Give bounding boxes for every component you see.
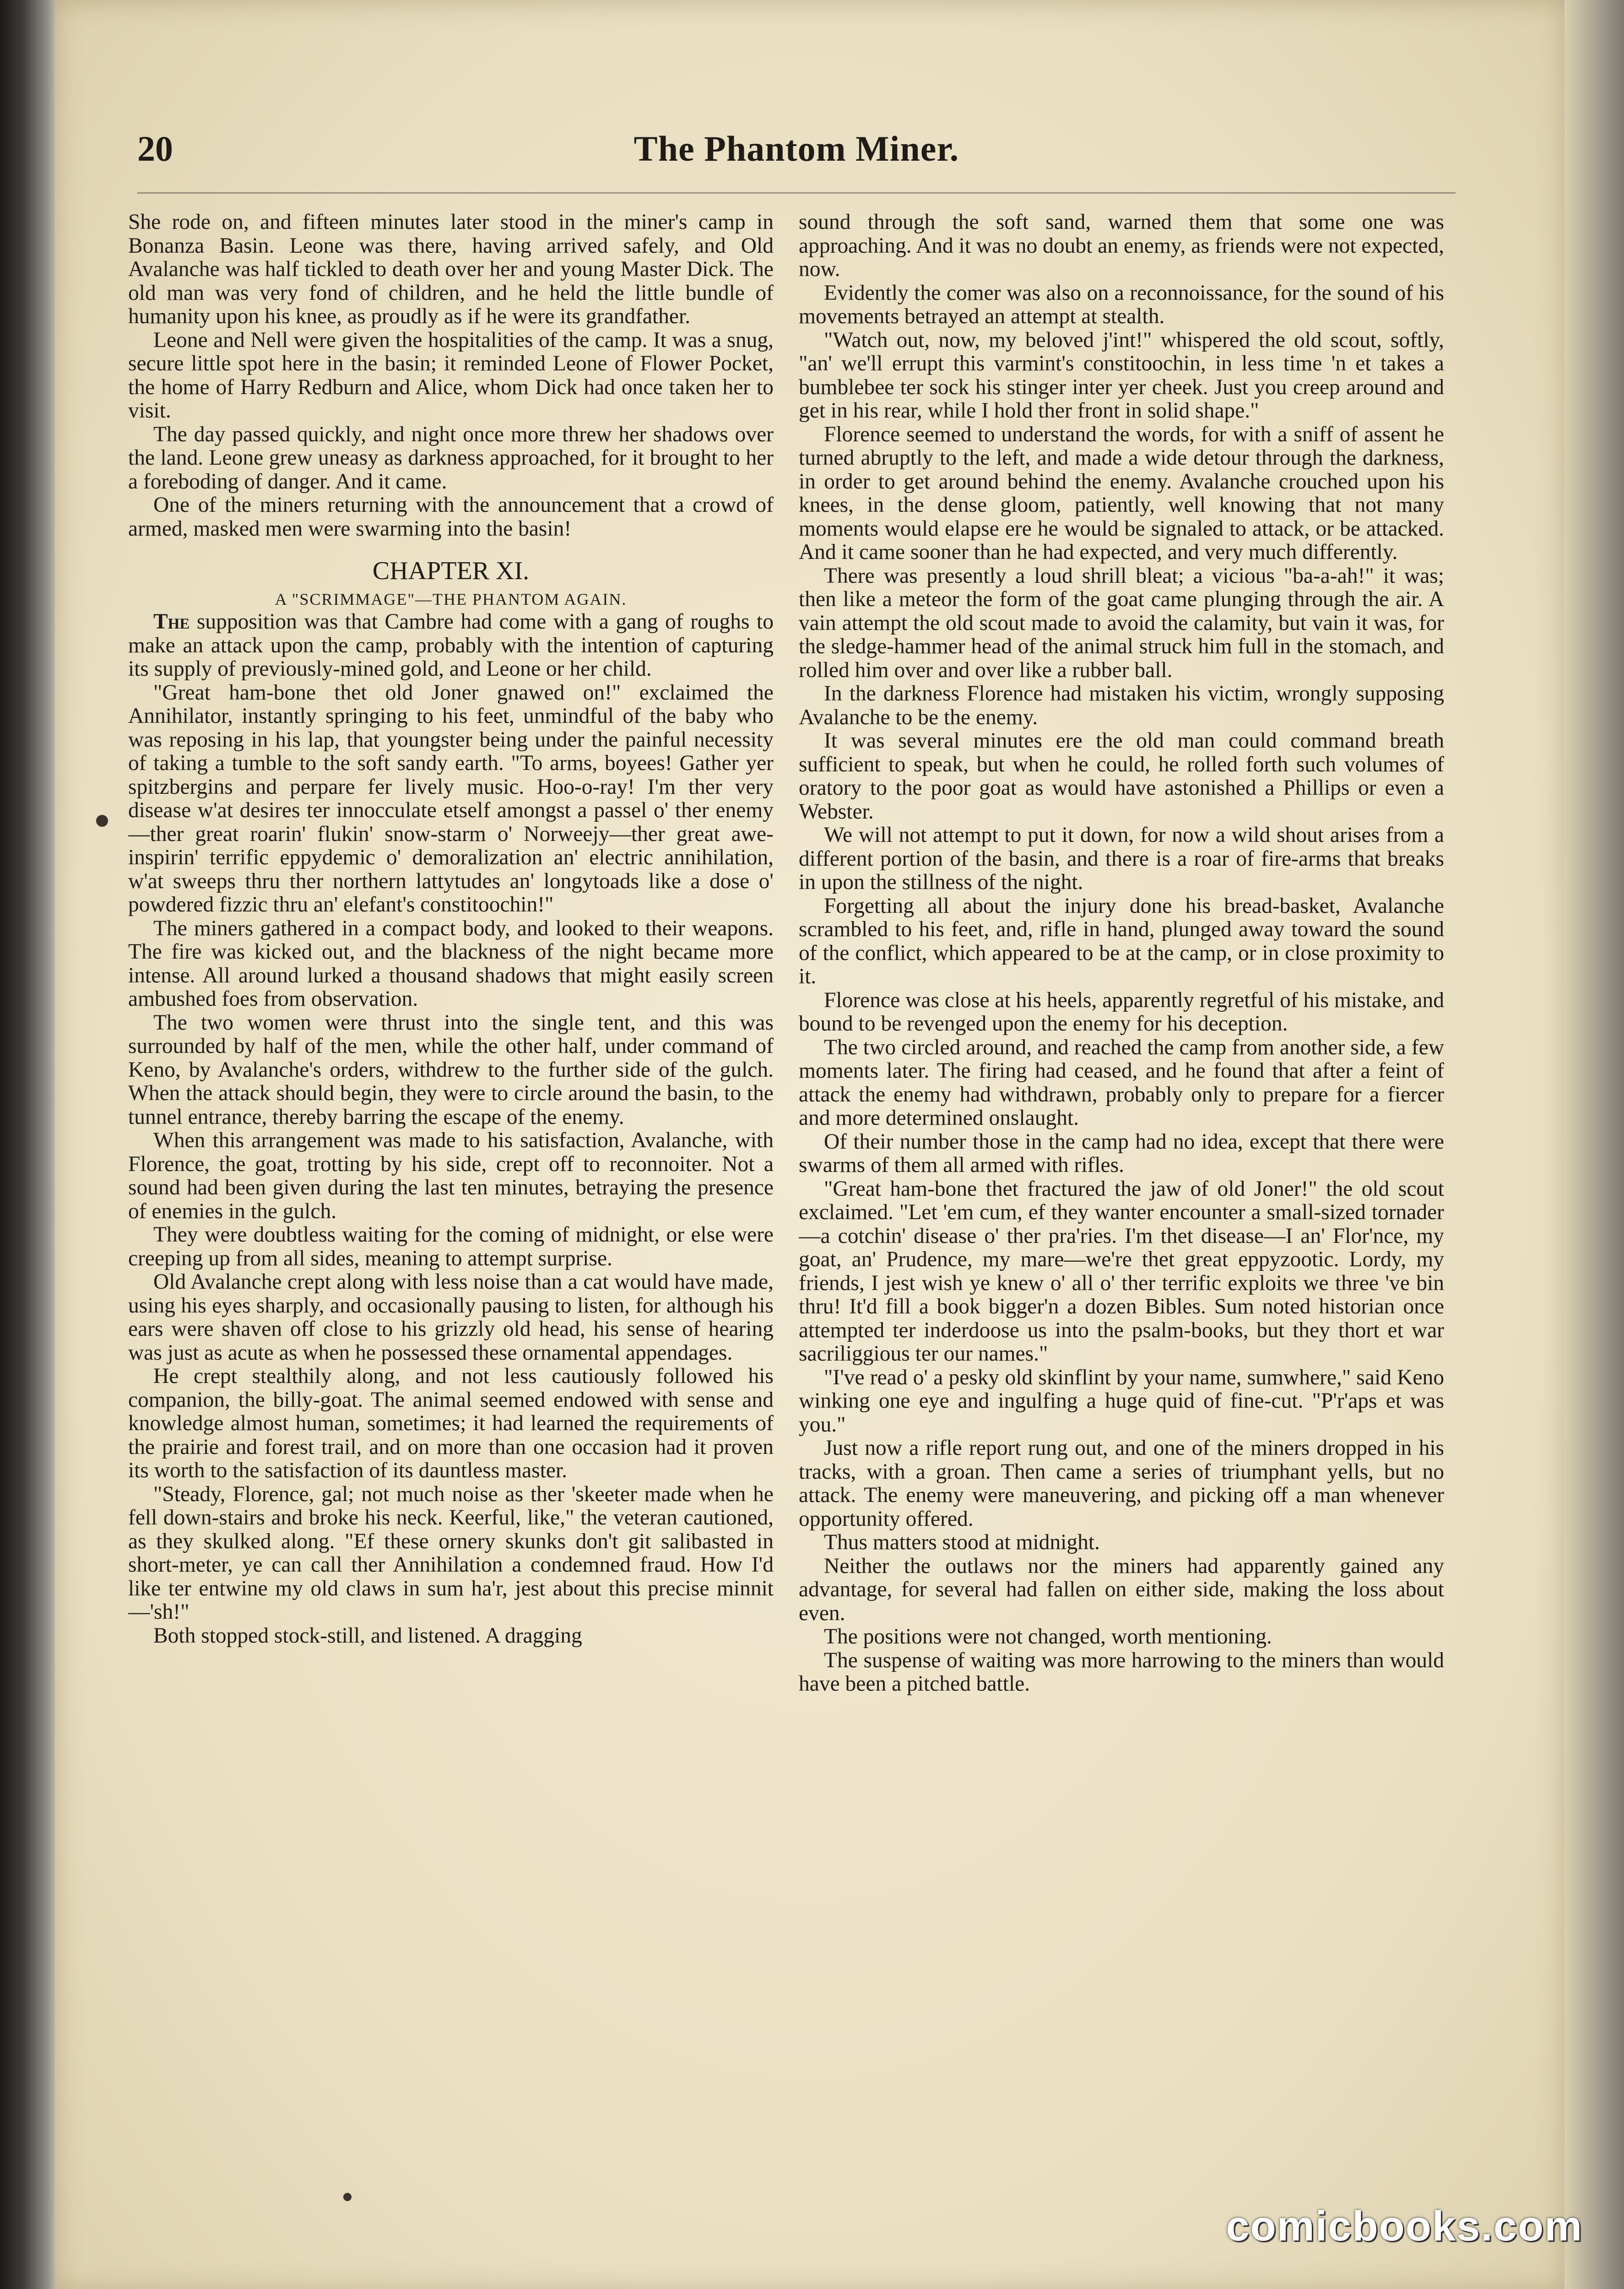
paragraph: The two women were thrust into the single tent, and this was surrounded by half of the men, while the other half, under command of Keno, by Avalanche's orders, withdrew to the further side of the gulch. When the attack should begin, they were to circle around the basin, to the tunnel entrance, thereby barring the escape of the enemy. (128, 1010, 774, 1129)
paragraph: "Great ham-bone thet fractured the jaw of old Joner!" the old scout exclaimed. "Let 'em cum, ef they wanter encounter a small-sized tornader—a cotchin' disease o' ther pra'ries. I'm thet disease—I an' Flor'nce, my goat, an' Prudence, my mare—we're thet great eppyzootic. Lordy, my friends, I jest wish ye knew o' all o' ther terrific exploits we three 've bin thru! It'd fill a book bigger'n a dozen Bibles. Sum noted historian once attempted ter inderdoose us into the psalm-books, but they thort et war sacriliggious ter our names." (799, 1177, 1444, 1366)
chapter-subtitle: A "SCRIMMAGE"—THE PHANTOM AGAIN. (275, 590, 627, 608)
page-title: The Phantom Miner. (633, 129, 959, 168)
chapter-lead-word: The (153, 610, 190, 634)
paragraph: Neither the outlaws nor the miners had apparently gained any advantage, for several had fallen on either side, making the loss about even. (799, 1554, 1444, 1625)
paragraph: Thus matters stood at midnight. (824, 1530, 1100, 1554)
book-binding (0, 0, 55, 2289)
paragraph-text: supposition was that Cambre had come with a gang of roughs to make an attack upon the camp, probably with the intention of capturing its supply of previously-mined gold, and Leone or her child. (128, 610, 774, 681)
paragraph: The positions were not changed, worth mentioning. (824, 1625, 1272, 1649)
paragraph: In the darkness Florence had mistaken his victim, wrongly supposing Avalanche to be the enemy. (799, 682, 1444, 729)
paragraph: Evidently the comer was also on a reconnoissance, for the sound of his movements betrayed an attempt at stealth. (799, 281, 1444, 328)
paragraph: It was several minutes ere the old man could command breath sufficient to speak, but when he could, he rolled forth such volumes of oratory to the poor goat as would have astonished a Phillips or even a Webster. (799, 729, 1444, 824)
ink-spot (96, 815, 108, 827)
chapter-first-paragraph (128, 610, 774, 681)
paragraph: When this arrangement was made to his satisfaction, Avalanche, with Florence, the goat, trotting by his side, crept off to reconnoiter. Not a sound had been given during the last ten minutes, betraying the presence of enemies in the gulch. (128, 1128, 774, 1223)
page-header (137, 128, 1456, 183)
paragraph: Of their number those in the camp had no idea, except that there were swarms of them all armed with rifles. (799, 1129, 1444, 1177)
paragraph: Leone and Nell were given the hospitalities of the camp. It was a snug, secure little spot here in the basin; it reminded Leone of Flower Pocket, the home of Harry Redburn and Alice, whom Dick had once taken her to visit. (128, 328, 774, 423)
paragraph: Both stopped stock-still, and listened. A dragging (153, 1623, 582, 1648)
paragraph: The day passed quickly, and night once more threw her shadows over the land. Leone grew uneasy as darkness approached, for it brought to her a foreboding of danger. And it came. (128, 422, 774, 494)
paragraph: He crept stealthily along, and not less cautiously followed his companion, the billy-goat. The animal seemed endowed with sense and knowledge almost human, sometimes; it had learned the requirements of the prairie and forest trail, and on more than one occasion had it proven its worth to the satisfaction of its dauntless master. (128, 1364, 774, 1482)
ink-spot (343, 2193, 352, 2201)
paragraph: The miners gathered in a compact body, and looked to their weapons. The fire was kicked out, and the blackness of the night became more intense. All around lurked a thousand shadows that might easily screen ambushed foes from observation. (128, 916, 774, 1011)
right-column (799, 211, 1444, 2156)
paragraph: "Watch out, now, my beloved j'int!" whispered the old scout, softly, "an' we'll errupt this varmint's constitoochin, in less time 'n et takes a bumblebee ter sock his stinger inter yer cheek. Just you creep around and get in his rear, while I hold ther front in solid shape." (799, 328, 1444, 423)
paragraph: Just now a rifle report rung out, and one of the miners dropped in his tracks, with a groan. Then came a series of triumphant yells, but no attack. The enemy were maneuvering, and picking off a man whenever opportunity offered. (799, 1436, 1444, 1531)
paragraph: The two circled around, and reached the camp from another side, a few moments later. The firing had ceased, and he found that after a feint of attack the enemy had withdrawn, probably only to prepare for a fiercer and more determined onslaught. (799, 1035, 1444, 1130)
paragraph: "Great ham-bone thet old Joner gnawed on!" exclaimed the Annihilator, instantly springing to his feet, unmindful of the baby who was reposing in his lap, that youngster being under the painful necessity of taking a tumble to the soft sandy earth. "To arms, boyees! Gather yer spitzbergins and perpare fer lively music. Hoo-o-ray! I'm ther very disease w'at desires ter innocculate etself amongst a passel o' ther enemy—ther great roarin' flukin' snow-starm o' Norweejy—ther great awe-inspirin' terrific eppydemic o' demoralization an' electric annihilation, w'at sweeps thru ther northern lattytudes an' longytoads like a dose o' powdered fizzic thru an' elefant's constitoochin!" (128, 680, 774, 917)
paragraph: Florence was close at his heels, apparently regretful of his mistake, and bound to be revenged upon the enemy for his deception. (799, 988, 1444, 1036)
paragraph: She rode on, and fifteen minutes later stood in the miner's camp in Bonanza Basin. Leone was there, having arrived safely, and Old Avalanche was half tickled to death over her and young Master Dick. The old man was very fond of children, and he held the little bundle of humanity upon his knee, as proudly as if he were its grandfather. (128, 211, 774, 328)
paragraph: They were doubtless waiting for the coming of midnight, or else were creeping up from all sides, meaning to attempt surprise. (128, 1223, 774, 1270)
header-rule (137, 192, 1456, 194)
paragraph: sound through the soft sand, warned them that some one was approaching. And it was no doubt an enemy, as friends were not expected, now. (799, 211, 1444, 281)
left-column (128, 211, 774, 2156)
page-edge (1564, 0, 1624, 2289)
page-number: 20 (137, 129, 173, 168)
paragraph: Old Avalanche crept along with less noise than a cat would have made, using his eyes sharply, and occasionally pausing to listen, for although his ears were shaven off close to his grizzly old head, his sense of hearing was just as acute as when he possessed these ornamental appendages. (128, 1270, 774, 1365)
paragraph: Florence seemed to understand the words, for with a sniff of assent he turned abruptly to the left, and made a wide detour through the darkness, in order to get around behind the enemy. Avalanche crouched upon his knees, in the dense gloom, patiently, well knowing that not many moments would elapse ere he would be signaled to attack, or be attacked. And it came sooner than he had expected, and very much differently. (799, 422, 1444, 564)
paragraph: "I've read o' a pesky old skinflint by your name, sumwhere," said Keno winking one eye and ingulfing a huge quid of fine-cut. "P'r'aps et was you." (799, 1365, 1444, 1437)
paragraph: "Steady, Florence, gal; not much noise as ther 'skeeter made when he fell down-stairs and broke his neck. Keerful, like," the veteran cautioned, as they skulked along. "Ef these ornery skunks don't git salibasted in short-meter, ye can call ther Annihilation a condemned fraud. How I'd like ter entwine my old claws in sum ha'r, jest about this precise minnit—'sh!" (128, 1482, 774, 1624)
paragraph: Forgetting all about the injury done his bread-basket, Avalanche scrambled to his feet, and, rifle in hand, plunged away toward the sound of the conflict, which appeared to be at the camp, or in close proximity to it. (799, 894, 1444, 988)
paragraph: One of the miners returning with the announcement that a crowd of armed, masked men were swarming into the basin! (128, 493, 774, 541)
paragraph: There was presently a loud shrill bleat; a vicious "ba-a-ah!" it was; then like a meteor the form of the goat came plunging through the air. A vain attempt the old scout made to avoid the calamity, but vain it was, for the sledge-hammer head of the animal struck him full in the stomach, and rolled him over and over like a rubber ball. (799, 564, 1444, 682)
watermark-logo: comicbooks.com (1226, 2203, 1583, 2250)
paragraph: The suspense of waiting was more harrowing to the miners than would have been a pitched battle. (799, 1648, 1444, 1696)
chapter-heading: CHAPTER XI. (372, 557, 530, 585)
paragraph: We will not attempt to put it down, for now a wild shout arises from a different portion of the basin, and there is a roar of fire-arms that breaks in upon the stillness of the night. (799, 823, 1444, 894)
